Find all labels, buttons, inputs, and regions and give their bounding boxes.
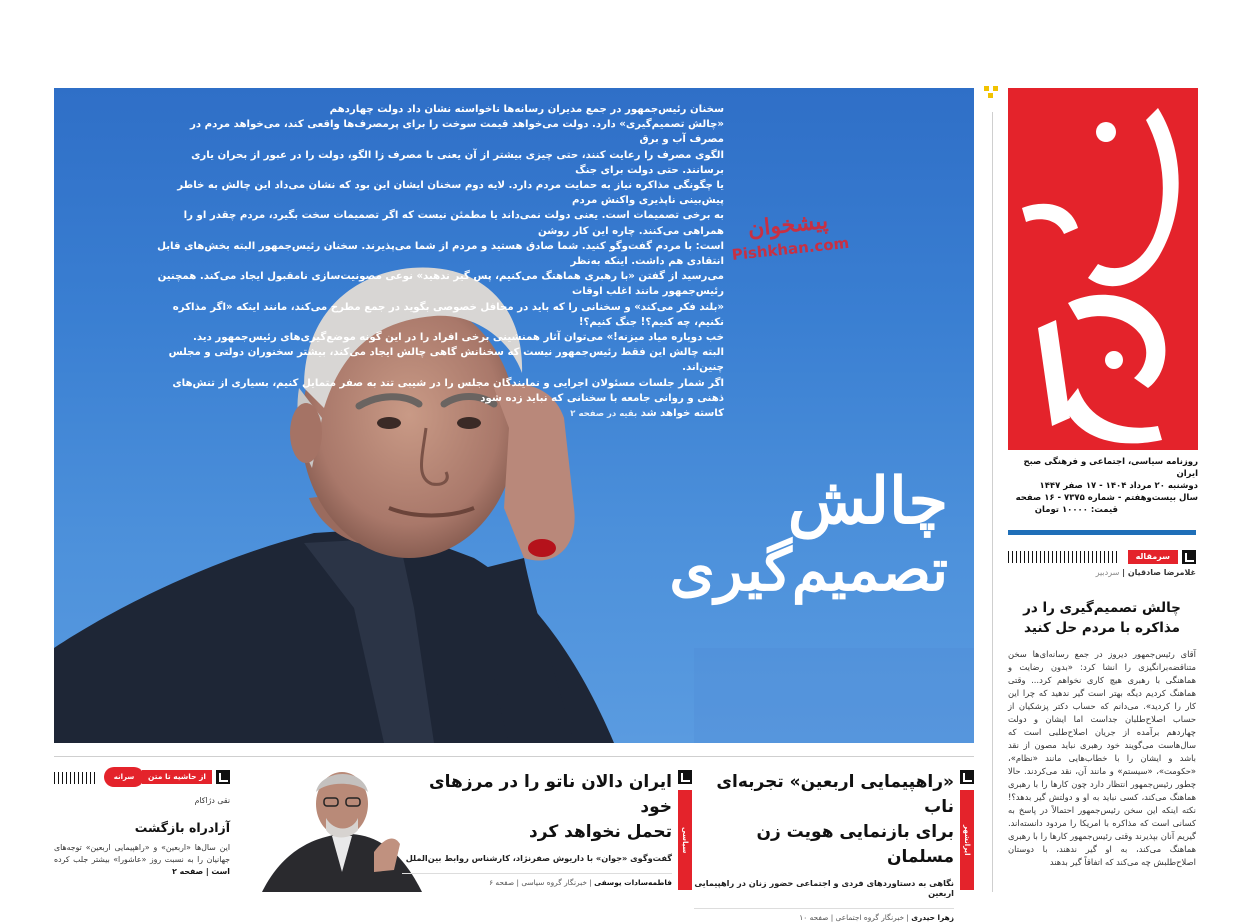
story-subtitle: گفت‌وگوی «جوان» با داریوش صفرنژاد، کارشناس روابط بین‌الملل	[405, 853, 672, 863]
masthead-calligraphy	[1008, 88, 1198, 450]
editorial-body: آقای رئیس‌جمهور دیروز در جمع رسانه‌ای‌ها سخن متناقضه‌برانگیزی را انشا کرد: «بدون رضایت و هماهنگی با رهبری هیچ کاری نخواهم کرد... وقتی هماهنگ کردیم دیگه بهتر است گیر ندهید که چرا این کار را کردید». می‌دانم که حساب دکتر پزشکیان از حساب اصلاح‌طلبان جداست اما ایشان و دولت چهاردهم برآمده از جریان اصلاح‌طلبی است که سال‌هاست می‌گویند خود رهبری نباید مصون از نقد باشد و ایشان را با خطاب‌هایی مانند «نظام»، «حکومت»، «سیستم» و مانند آن، نقد می‌کردند. حالا چطور رئیس‌جمهور انتظار دارد چون کارها را با رهبری هماهنگ می‌کند، کسی نباید به او و دولتش گیر بدهد؟! نکته اینکه این سخن رئیس‌جمهور احتمالاً در پاسخ به کسانی است که مذاکره با امریکا را مردود دانسته‌اند. گیریم آنان بپذیرند وقتی رئیس‌جمهور کارها را با رهبری هماهنگ می‌کند، به او گیر ندهند، با دوستان اصلاح‌طلبش چه می‌کند که اتفاقاً گیر بدهند	[1008, 649, 1196, 867]
hero-feature[interactable]	[54, 88, 974, 743]
story-title-line-2: تحمل نخواهد کرد	[529, 822, 672, 842]
story-byline: فاطمه‌سادات یوسفی | خبرنگار گروه سیاسی | صفحه ۶	[402, 873, 672, 887]
story-title-line-1: ایران دالان ناتو را در مرزهای خود	[428, 772, 672, 817]
section-arrow-icon	[678, 770, 692, 784]
lead-line: «چالش تصمیم‌گیری» دارد. دولت می‌خواهد قیمت سوخت را برای پرمصرف‌ها واقعی کند، می‌خواهد مردم در مصرف آب و برق	[190, 119, 724, 146]
lead-line: «بلند فکر می‌کند» و سخنانی را که باید در محافل خصوصی بگوید در جمع مطرح می‌کند، مانند اینکه «اگر مذاکره نکنیم، چه کنیم؟! جنگ کنیم؟!	[172, 301, 724, 328]
edition-date: دوشنبه ۲۰ مرداد ۱۴۰۴ - ۱۷ صفر ۱۴۴۷	[1039, 481, 1198, 491]
lead-line: است: با مردم گفت‌وگو کنید. شما صادق هستید و مردم از شما می‌پذیرند. سخنان رئیس‌جمهور البته بخش‌های قابل انتقادی هم داشت. اینکه به‌نظر	[157, 240, 724, 268]
watermark-fa: پیشخوان	[746, 207, 830, 243]
hero-headline[interactable]	[628, 466, 948, 602]
section-arrow-icon	[960, 770, 974, 784]
sidebar-body-text: این سال‌ها «اربعین» و «راهپیمایی اربعین» توجه‌های جهانیان را به نسبت روز «عاشورا» بیشتر جلب کرده	[54, 843, 230, 864]
barcode-icon	[1008, 551, 1118, 563]
sidebar-body	[54, 842, 230, 878]
lead-line: خب دوباره میاد میزنه!» می‌توان آثار همنشینی برخی افراد را در این گونه موضع‌گیری‌های رئیس‌جمهور دید.	[192, 332, 724, 344]
lead-line: می‌رسید از گفتن «با رهبری هماهنگ می‌کنیم، پس گیر ندهید» نوعی مصونیت‌سازی نامقبول ایجاد می‌کند. همچنین رئیس‌جمهور مانند اغلب اوقات	[157, 271, 724, 298]
barcode-icon	[54, 772, 98, 784]
continue-note[interactable]: بقیه در صفحه ۲	[570, 409, 638, 420]
lead-line: به برخی تصمیمات است. یعنی دولت نمی‌داند یا مطمئن نیست که اگر تصمیمات سخت بگیرد، مردم چقدر او را همراهی می‌کنند. چاره این کار روشن	[183, 210, 724, 237]
section-arrow-icon	[216, 770, 230, 784]
brand-dots-icon	[984, 86, 1000, 100]
editorial-title[interactable]: چالش تصمیم‌گیری را در مذاکره با مردم حل کنید	[1023, 600, 1181, 636]
edition-info	[1008, 456, 1198, 516]
lead-line: ذهنی و روانی جامعه با سخنانی که نباید زده شود	[480, 392, 724, 404]
column-divider	[992, 112, 993, 892]
byline-name: زهرا حیدری	[911, 913, 954, 922]
divider	[54, 756, 974, 757]
hero-lead-text	[154, 102, 724, 422]
sidebar-title: آزادراه بازگشت	[134, 820, 230, 835]
author-role: سردبیر	[1095, 568, 1120, 577]
masthead-logo[interactable]	[1008, 88, 1198, 450]
edition-price: قیمت: ۱۰۰۰۰ تومان	[1034, 505, 1118, 515]
lead-line: البته چالش این فقط رئیس‌جمهور نیست که سخنانش گاهی چالش ایجاد می‌کند، بیشتر سخنوران دولتی و مجلس چنین‌اند.	[168, 347, 724, 374]
editorial-author: غلامرضا صادقیان | سردبیر	[1095, 568, 1196, 577]
section-arrow-icon	[1182, 550, 1196, 564]
author-name: غلامرضا صادقیان	[1127, 568, 1196, 577]
byline-rest: خبرنگار گروه اجتماعی | صفحه ۱۰	[799, 913, 905, 922]
lead-line: اگر شمار جلسات مسئولان اجرایی و نمایندگان مجلس را در شیبی تند به صفر متمایل کنیم، بسیاری از تنش‌های	[172, 377, 724, 389]
editorial-header	[1008, 550, 1196, 564]
lead-line: یا چگونگی مذاکره نیاز به حمایت مردم دارد. لایه دوم سخنان ایشان این بود که نشان می‌داد این چالش به خاطر پیش‌بینی ناپذیری واکنش مردم	[177, 180, 724, 207]
byline-rest: خبرنگار گروه سیاسی | صفحه ۶	[489, 878, 587, 887]
edition-line-1: روزنامه سیاسی، اجتماعی و فرهنگی صبح ایران	[1023, 457, 1198, 479]
section-label: ایرانشهر	[960, 790, 974, 890]
column-logo: سرانه	[104, 767, 144, 787]
byline-name: فاطمه‌سادات یوسفی	[594, 878, 672, 887]
lead-line: سخنان رئیس‌جمهور در جمع مدیران رسانه‌ها ناخواسته نشان داد دولت چهاردهم	[329, 104, 724, 115]
edition-issue: سال بیست‌وهفتم - شماره ۷۳۷۵ - ۱۶ صفحه	[1015, 493, 1198, 503]
lead-line: الگوی مصرف را رعایت کنند، حتی چیزی بیشتر از آن یعنی با مصرف زا الگو، دولت را در عبور از بحران یاری برسانند. حتی دولت برای جنگ	[191, 149, 724, 176]
story-byline: زهرا حیدری | خبرنگار گروه اجتماعی | صفحه ۱۰	[694, 908, 954, 922]
interviewee-photo	[262, 752, 422, 892]
divider	[1008, 530, 1196, 535]
sidebar-tag: از حاشیه تا متن	[142, 770, 212, 784]
sidebar-author: نقی دژاکام	[194, 796, 230, 805]
headline-line-2: تصمیم‌گیری	[669, 536, 948, 604]
story-subtitle: نگاهی به دستاوردهای فردی و اجتماعی حضور زنان در راهپیمایی اربعین	[694, 878, 954, 898]
story-title-line-1: «راهپیمایی اربعین» تجربه‌ای ناب	[716, 772, 954, 817]
watermark-url: Pishkhan.com	[730, 233, 850, 265]
lead-line-last	[154, 406, 724, 422]
sidebar-body-end: است | صفحه ۲	[172, 867, 230, 876]
lead-last: کاسته خواهد شد	[640, 408, 724, 420]
section-label: سیاسی	[678, 790, 692, 890]
editorial-tag: سرمقاله	[1128, 550, 1178, 564]
headline-line-1: چالش	[787, 464, 948, 539]
story-title-line-2: برای بازنمایی هویت زن مسلمان	[756, 822, 954, 867]
